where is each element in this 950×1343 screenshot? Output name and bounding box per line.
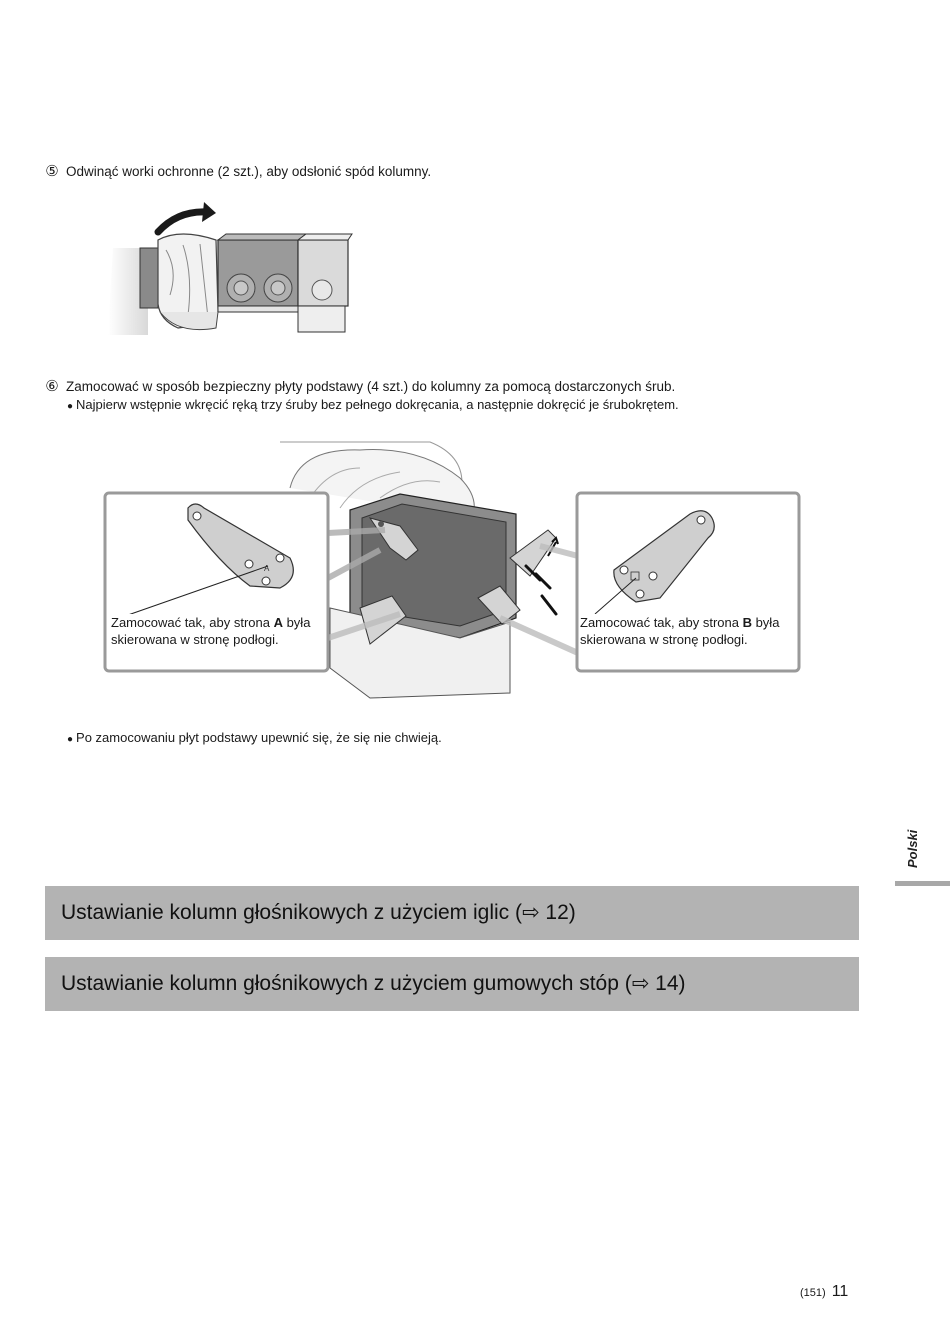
step-6-number: ⑥ [45, 378, 59, 395]
page-num: 11 [831, 1283, 849, 1300]
bullet-icon: ● [67, 734, 74, 745]
after-bullet [67, 729, 442, 748]
banner-rubber-feet: Ustawianie kolumn głośnikowych z użyciem gumowych stóp (⇨ 14) [45, 957, 859, 1011]
base-plates-illustration [100, 438, 805, 703]
callout-left-pre: Zamocować tak, aby strona [111, 615, 274, 630]
callout-right-pre: Zamocować tak, aby strona [580, 615, 743, 630]
after-bullet-text: Po zamocowaniu płyt podstawy upewnić się, że się nie chwieją. [76, 730, 442, 745]
callout-right-post: była [751, 615, 780, 630]
callout-right-side: B [742, 615, 752, 630]
step-5 [44, 163, 431, 180]
language-side-label: Polski [905, 829, 920, 868]
callout-left-line1 [111, 614, 326, 631]
step-5-number: ⑤ [45, 163, 59, 180]
callout-left-line2: skierowana w stronę podłogi. [111, 632, 279, 647]
step-6-bullet [67, 396, 679, 415]
callout-left [111, 614, 326, 648]
bullet-icon: ● [67, 401, 74, 412]
callout-right [580, 614, 795, 648]
step-5-text: Odwinąć worki ochronne (2 szt.), aby odsłonić spód kolumny. [66, 164, 432, 179]
unwrap-bag-illustration [108, 200, 358, 340]
svg-text:A: A [264, 564, 270, 573]
callout-left-side: A [273, 615, 283, 630]
callout-right-line2: skierowana w stronę podłogi. [580, 632, 748, 647]
step-6 [44, 378, 675, 395]
step-6-bullet-text: Najpierw wstępnie wkręcić ręką trzy śruby bez pełnego dokręcania, a następnie dokręcić je śrubokrętem. [76, 397, 679, 412]
step-6-text: Zamocować w sposób bezpieczny płyty podstawy (4 szt.) do kolumny za pomocą dostarczonych śrub. [66, 379, 676, 394]
page-ref: (151) [800, 1287, 826, 1299]
callout-right-line1 [580, 614, 795, 631]
language-side-tab [895, 881, 950, 886]
callout-left-post: była [282, 615, 311, 630]
banner-spikes: Ustawianie kolumn głośnikowych z użyciem iglic (⇨ 12) [45, 886, 859, 940]
page-number [800, 1283, 848, 1301]
